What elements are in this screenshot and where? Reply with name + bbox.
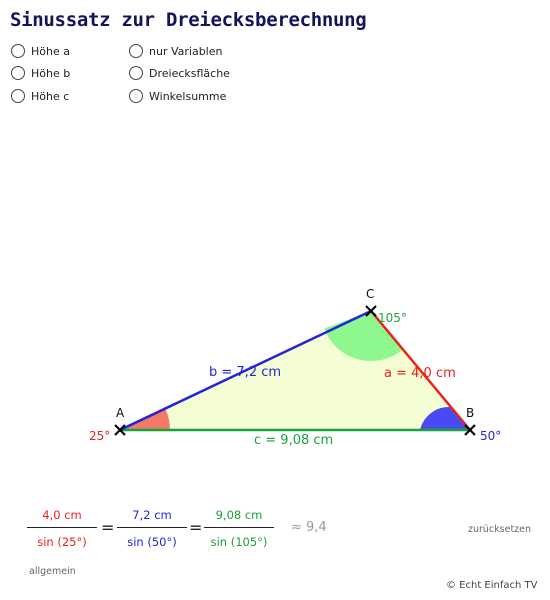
option-label: nur Variablen [149, 44, 223, 58]
vertex-b-label: B [466, 406, 475, 420]
fraction-b-denominator: sin (50°) [127, 535, 177, 549]
fraction-c-denominator: sin (105°) [210, 535, 268, 549]
fraction-a-denominator: sin (25°) [37, 535, 87, 549]
fraction-b-numerator: 7,2 cm [132, 508, 172, 522]
reset-button[interactable]: zurücksetzen [468, 524, 532, 535]
vertex-c-label: C [366, 287, 375, 301]
side-c-label: c = 9,08 cm [254, 433, 334, 448]
equals-sign: = [189, 518, 203, 537]
option-label: Winkelsumme [149, 89, 227, 103]
fraction-a [27, 506, 97, 551]
fraction-a-numerator: 4,0 cm [42, 508, 82, 522]
angle-gamma-label: 105° [378, 311, 407, 325]
option-label: Höhe a [31, 44, 70, 58]
fraction-b [117, 506, 187, 551]
side-b-label: b = 7,2 cm [209, 365, 282, 380]
equals-sign: = [101, 518, 115, 537]
option-label: Höhe c [31, 89, 70, 103]
fraction-c-numerator: 9,08 cm [215, 508, 263, 522]
option-label: Höhe b [31, 66, 71, 80]
fraction-c [204, 506, 274, 551]
fraction-bar [204, 527, 274, 528]
fraction-bar [27, 527, 97, 528]
credit-text: © Echt Einfach TV [446, 580, 538, 591]
general-toggle[interactable]: allgemein [29, 566, 76, 577]
page-title: Sinussatz zur Dreiecksberechnung [10, 9, 367, 31]
angle-beta-label: 50° [480, 429, 502, 443]
angle-alpha-label: 25° [89, 429, 111, 443]
option-label: Dreiecksfläche [149, 66, 230, 80]
approx-value: ≈ 9,4 [291, 520, 327, 535]
vertex-a-label: A [116, 406, 125, 420]
side-a-label: a = 4,0 cm [384, 366, 456, 381]
fraction-bar [117, 527, 187, 528]
